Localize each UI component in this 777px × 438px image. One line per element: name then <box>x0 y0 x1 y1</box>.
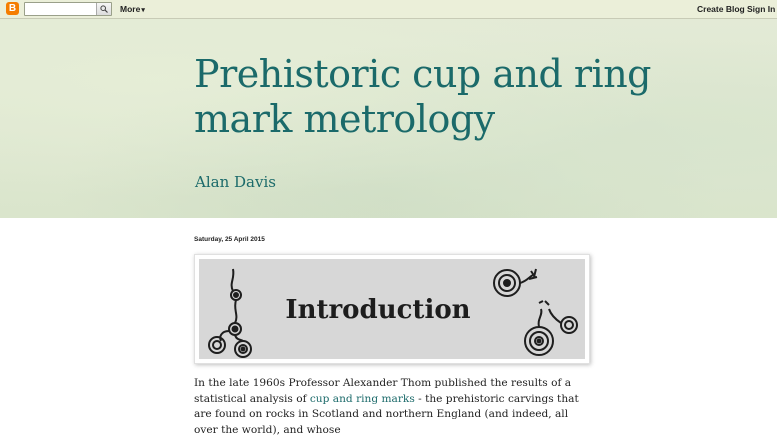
post-image-title: Introduction <box>285 295 471 325</box>
blogger-navbar <box>0 0 777 19</box>
blog-title[interactable]: Prehistoric cup and ring mark metrology <box>194 52 651 141</box>
post-body-intro: In the late 1960s Professor Alexander Thom published the results of a statistical analysis of <box>194 377 572 405</box>
post-body-rest: - the prehistoric carvings that are found on rocks in Scotland and northern England (and indeed, all over the world), and whose <box>194 392 579 436</box>
blog-author: Alan Davis <box>195 173 276 191</box>
create-blog-link[interactable]: Create Blog <box>697 4 745 14</box>
more-menu[interactable] <box>120 4 145 14</box>
more-label: More <box>120 4 141 14</box>
post-image-canvas <box>199 259 585 359</box>
post-date: Saturday, 25 April 2015 <box>194 236 265 243</box>
cup-and-ring-marks-link[interactable]: cup and ring marks <box>309 392 415 405</box>
search-box <box>24 2 112 16</box>
search-input[interactable] <box>25 3 101 15</box>
blogger-logo-icon[interactable]: B <box>6 2 19 15</box>
main-content <box>0 219 777 436</box>
search-button[interactable] <box>96 3 111 15</box>
post-header-image[interactable] <box>194 254 590 364</box>
post-body <box>194 376 586 438</box>
caret-down-icon: ▾ <box>141 7 145 14</box>
sign-in-link[interactable]: Sign In <box>747 4 776 14</box>
search-icon <box>100 5 108 13</box>
blog-header <box>0 19 777 218</box>
